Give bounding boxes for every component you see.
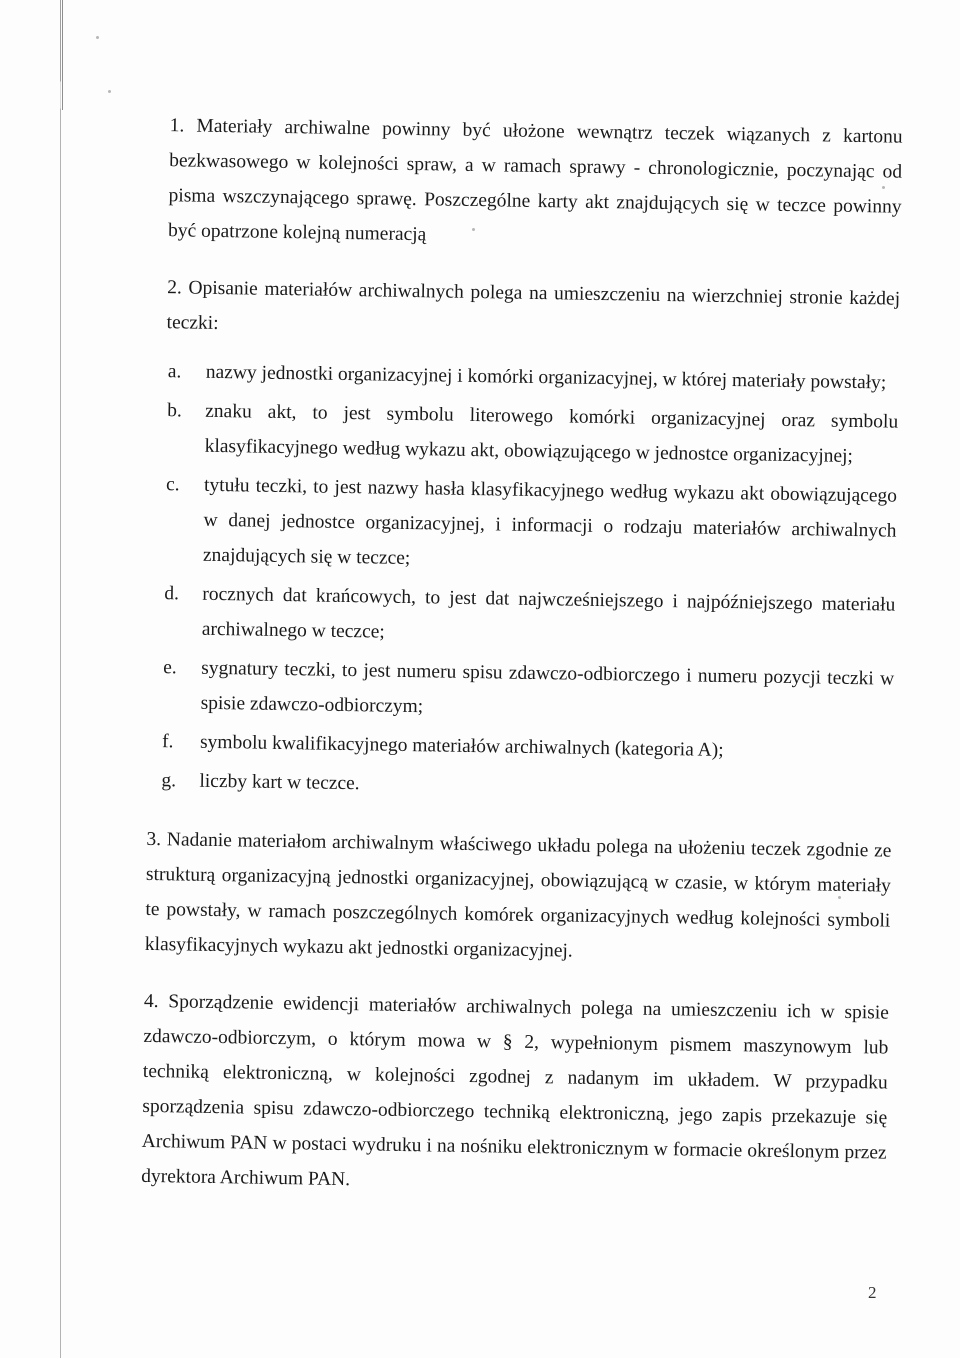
list-item-text: nazwy jednostki organizacyjnej i komórki organizacyjnej, w której materiały powstały; bbox=[205, 361, 887, 394]
document-body bbox=[141, 108, 903, 1206]
list-item-b bbox=[152, 393, 898, 475]
list-item-text: tytułu teczki, to jest nazwy hasła klasyfikacyjnego według wykazu akt obowiązującego w danej jednostce organizacyjnej, i informacji o rodzaju materiałów archiwalnych znajdujących się w teczce; bbox=[202, 474, 898, 570]
list-item-text: liczby kart w teczce. bbox=[199, 770, 360, 795]
scan-edge-line bbox=[60, 0, 61, 1358]
paragraph-4: 4. Sporządzenie ewidencji materiałów archiwalnych polega na umieszczeniu ich w spisie zdawczo-odbiorczym, o którym mowa w § 2, wypełnionym pismem maszynowym lub techniką elektroniczną, w kolejności zgodnej z nadanym im układem. W przypadku sporządzenia spisu zdawczo-odbiorczego techniką elektroniczną, jego zapis przekazuje się Archiwum PAN w postaci wydruku i na nośniku elektronicznym w formacie określonym przez dyrektora Archiwum PAN. bbox=[141, 990, 890, 1191]
paragraph-1: 1. Materiały archiwalne powinny być ułożone wewnątrz teczek wiązanych z kartonu bezkwasowego w kolejności spraw, a w ramach sprawy - chronologicznie, poczynając od pisma wszczynającego sprawę. Poszczególne karty akt znajdujących się w teczce powinny być opatrzone kolejną numeracją bbox=[167, 115, 903, 246]
list-item-d bbox=[150, 576, 896, 658]
list-marker: c. bbox=[165, 474, 180, 496]
list-marker: g. bbox=[161, 770, 177, 792]
teczka-description-list bbox=[147, 354, 899, 810]
list-item-f bbox=[148, 724, 893, 771]
list-item-text: symbolu kwalifikacyjnego materiałów archiwalnych (kategoria A); bbox=[199, 731, 724, 761]
paragraph-3: 3. Nadanie materiałom archiwalnym właściwego układu polega na ułożeniu teczek zgodnie ze strukturą organizacyjną jednostki organizacyjnej, obowiązującą w czasie, w którym materiały te powstały, w ramach poszczególnych komórek organizacyjnych według kolejności symboli klasyfikacyjnych wykazu akt jednostki organizacyjnej. bbox=[144, 828, 892, 962]
list-item-e bbox=[148, 650, 894, 732]
list-item-a bbox=[154, 354, 899, 401]
list-marker: b. bbox=[167, 400, 183, 422]
list-marker: a. bbox=[167, 361, 182, 383]
list-marker: d. bbox=[164, 583, 180, 605]
list-item-c bbox=[151, 467, 898, 584]
list-item-g bbox=[147, 763, 892, 810]
list-item-text: znaku akt, to jest symbolu literowego komórki organizacyjnej oraz symbolu klasyfikacyjnego według wykazu akt, obowiązującego w jednostce organizacyjnej; bbox=[204, 400, 899, 467]
list-marker: e. bbox=[163, 657, 177, 679]
scan-speck bbox=[96, 36, 99, 39]
list-item-text: sygnatury teczki, to jest numeru spisu zdawczo-odbiorczego i numeru pozycji teczki w spisie zdawczo-odbiorczym; bbox=[200, 657, 895, 718]
page-number: 2 bbox=[868, 1283, 877, 1302]
list-marker: f. bbox=[161, 731, 174, 753]
scan-speck bbox=[108, 90, 111, 93]
paragraph-2: 2. Opisanie materiałów archiwalnych polega na umieszczeniu na wierzchniej stronie każdej teczki: bbox=[166, 277, 901, 334]
scan-edge-mark bbox=[62, 0, 63, 110]
list-item-text: rocznych dat krańcowych, to jest dat najwcześniejszego i najpóźniejszego materiału archiwalnego w teczce; bbox=[201, 583, 896, 643]
